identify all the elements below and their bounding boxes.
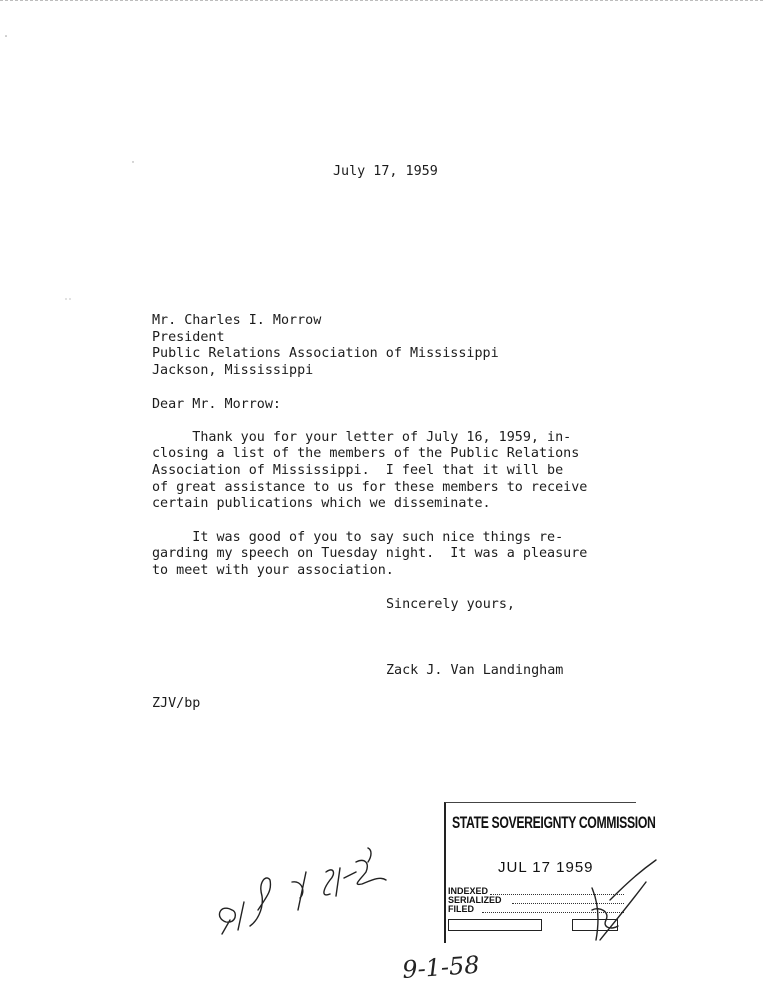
body-line: Association of Mississippi. I feel that it will be xyxy=(152,463,564,478)
addressee-organization: Public Relations Association of Mississippi xyxy=(152,346,499,361)
body-line: Thank you for your letter of July 16, 1959, in- xyxy=(152,430,572,445)
paper-speck xyxy=(65,298,66,299)
stamp-title: STATE SOVEREIGNTY COMMISSION xyxy=(452,813,656,832)
handwritten-scrawl xyxy=(324,868,356,896)
stamp-date: JUL 17 1959 xyxy=(498,859,594,876)
salutation: Dear Mr. Morrow: xyxy=(152,397,281,412)
body-line: to meet with your association. xyxy=(152,563,394,578)
body-line: closing a list of the members of the Public Relations xyxy=(152,446,580,461)
addressee-name: Mr. Charles I. Morrow xyxy=(152,313,322,328)
handwritten-scrawl xyxy=(219,902,244,934)
handwritten-scrawl xyxy=(356,848,386,884)
stamp-field-indexed: INDEXED xyxy=(448,886,489,896)
reference-initials: ZJV/bp xyxy=(152,696,201,711)
body-line: of great assistance to us for these members to receive xyxy=(152,480,588,495)
addressee-title: President xyxy=(152,330,225,345)
stamp-field-filed: FILED xyxy=(448,904,474,914)
body-line: It was good of you to say such nice things re- xyxy=(152,530,564,545)
letter-date: July 17, 1959 xyxy=(333,164,438,179)
addressee-city: Jackson, Mississippi xyxy=(152,363,314,378)
paper-speck xyxy=(5,35,7,37)
handwritten-scrawl xyxy=(292,872,306,910)
complimentary-close: Sincerely yours, xyxy=(386,597,515,612)
stamp-field-serialized: SERIALIZED xyxy=(448,895,502,905)
paper-speck xyxy=(69,298,70,299)
body-line: certain publications which we disseminate. xyxy=(152,496,491,511)
handwritten-filing-note: 9-1-58 xyxy=(401,950,481,985)
signer-name: Zack J. Van Landingham xyxy=(386,663,564,678)
paper-speck xyxy=(132,161,133,162)
handwritten-scrawl xyxy=(250,878,271,926)
handwritten-check-mark xyxy=(592,860,656,940)
body-line: garding my speech on Tuesday night. It was a pleasure xyxy=(152,546,588,561)
